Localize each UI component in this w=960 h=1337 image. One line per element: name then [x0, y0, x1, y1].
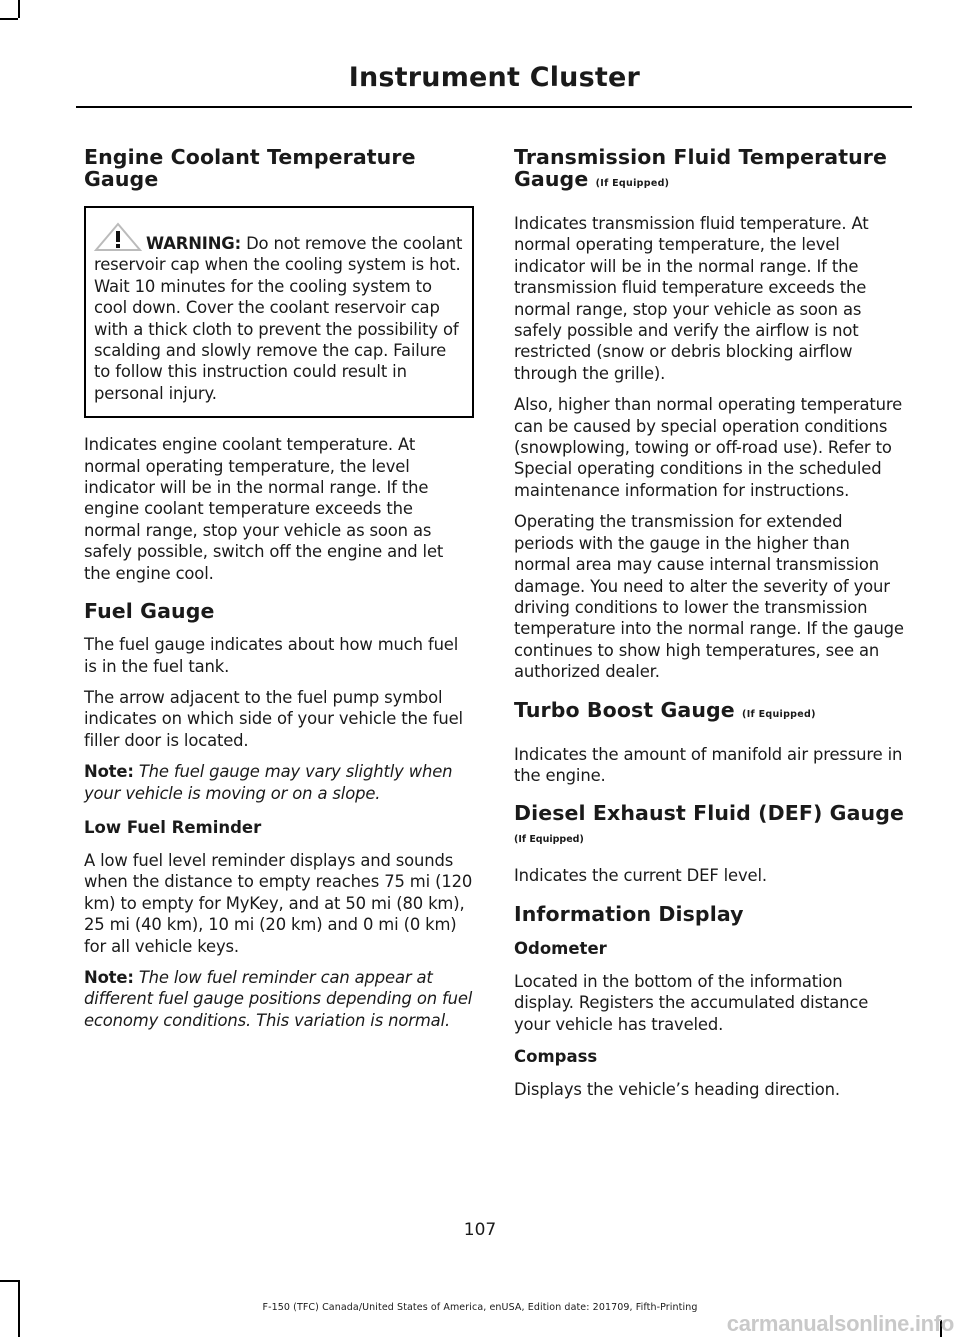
fuel-paragraph-1: The fuel gauge indicates about how much fuel is in the fuel tank. — [84, 635, 459, 676]
left-column — [84, 146, 474, 1041]
turbo-boost-heading — [514, 699, 906, 726]
transmission-heading-text: Transmission Fluid Temperature Gauge — [514, 145, 888, 191]
compass-heading: Compass — [514, 1046, 598, 1066]
note-text: The low fuel reminder can appear at different fuel gauge positions depending on fuel economy conditions. This variation is normal. — [84, 967, 473, 1030]
page-header-title: Instrument Cluster — [348, 62, 640, 93]
transmission-paragraph-2: Also, higher than normal operating temperature can be caused by special operation conditions (snowplowing, towing or off-road use). Refer to Special operating conditions in the scheduled maintenance information for instructions. — [514, 395, 903, 500]
low-fuel-heading: Low Fuel Reminder — [84, 817, 262, 837]
warning-text: Do not remove the coolant reservoir cap when the cooling system is hot. Wait 10 minutes for the cooling system to cool down. Cover the coolant reservoir cap with a thick cloth to prevent the possibility of scalding and slowly remove the cap. Failure to follow this instruction could result in personal injury. — [94, 234, 463, 403]
transmission-paragraph-1: Indicates transmission fluid temperature. At normal operating temperature, the level indicator will be in the normal range. If the transmission fluid temperature exceeds the normal range, stop your vehicle as soon as safely possible and verify the airflow is not restricted (snow or debris blocking airflow through the grille). — [514, 214, 869, 383]
coolant-gauge-heading: Engine Coolant Temperature Gauge — [84, 145, 416, 191]
crop-mark-bottom-left-h — [0, 1280, 18, 1282]
coolant-warning-box — [84, 206, 474, 418]
transmission-gauge-heading — [514, 146, 906, 195]
turbo-heading-text: Turbo Boost Gauge — [514, 697, 735, 722]
low-fuel-body: A low fuel level reminder displays and sounds when the distance to empty reaches 75 mi (120 km) to empty for MyKey, and at 50 mi (80 km), 25 mi (40 km), 10 mi (20 km) and 0 mi (0 km) for all vehicle keys. — [84, 850, 473, 956]
coolant-warning — [94, 222, 464, 404]
turbo-body: Indicates the amount of manifold air pressure in the engine. — [514, 744, 903, 785]
note-label: Note: — [84, 967, 134, 987]
fuel-paragraph-2: The arrow adjacent to the fuel pump symbol indicates on which side of your vehicle the fuel filler door is located. — [84, 687, 463, 750]
fuel-note — [84, 761, 474, 804]
if-equipped-label: (If Equipped) — [595, 178, 670, 189]
crop-mark-top-left-h — [0, 18, 18, 20]
low-fuel-note — [84, 967, 474, 1031]
information-display-heading: Information Display — [514, 901, 744, 926]
page-number: 107 — [463, 1220, 497, 1240]
coolant-body: Indicates engine coolant temperature. At normal operating temperature, the level indicator will be in the normal range. If the engine coolant temperature exceeds the normal range, stop your vehicle as soon as safely possible, switch off the engine and let the engine cool. — [84, 435, 444, 583]
if-equipped-label: (If Equipped) — [514, 834, 584, 846]
def-gauge-heading: Diesel Exhaust Fluid (DEF) Gauge — [514, 801, 904, 826]
warning-label: WARNING: — [146, 234, 241, 253]
fuel-gauge-heading: Fuel Gauge — [84, 599, 215, 624]
warning-triangle-icon — [92, 222, 144, 252]
transmission-paragraph-3: Operating the transmission for extended periods with the gauge in the higher than normal area may cause internal transmission damage. You need to alter the severity of your driving conditions to lower the transmission temperature into the normal range. If the gauge continues to show high temperatures, see an authorized dealer. — [514, 512, 904, 682]
if-equipped-label: (If Equipped) — [742, 708, 816, 720]
note-label: Note: — [84, 762, 134, 782]
edition-footer: F-150 (TFC) Canada/United States of America, enUSA, Edition date: 201709, Fifth-Printing — [262, 1302, 698, 1313]
watermark: carmanualsonline.info — [726, 1311, 954, 1336]
note-text: The fuel gauge may vary slightly when your vehicle is moving or on a slope. — [84, 762, 453, 803]
compass-body: Displays the vehicle’s heading direction. — [514, 1079, 840, 1099]
odometer-heading: Odometer — [514, 938, 607, 958]
odometer-body: Located in the bottom of the information display. Registers the accumulated distance your vehicle has traveled. — [514, 971, 869, 1034]
def-body: Indicates the current DEF level. — [514, 866, 767, 886]
header-rule — [76, 106, 912, 108]
crop-mark-top-left — [18, 0, 20, 18]
right-column — [514, 146, 906, 1110]
